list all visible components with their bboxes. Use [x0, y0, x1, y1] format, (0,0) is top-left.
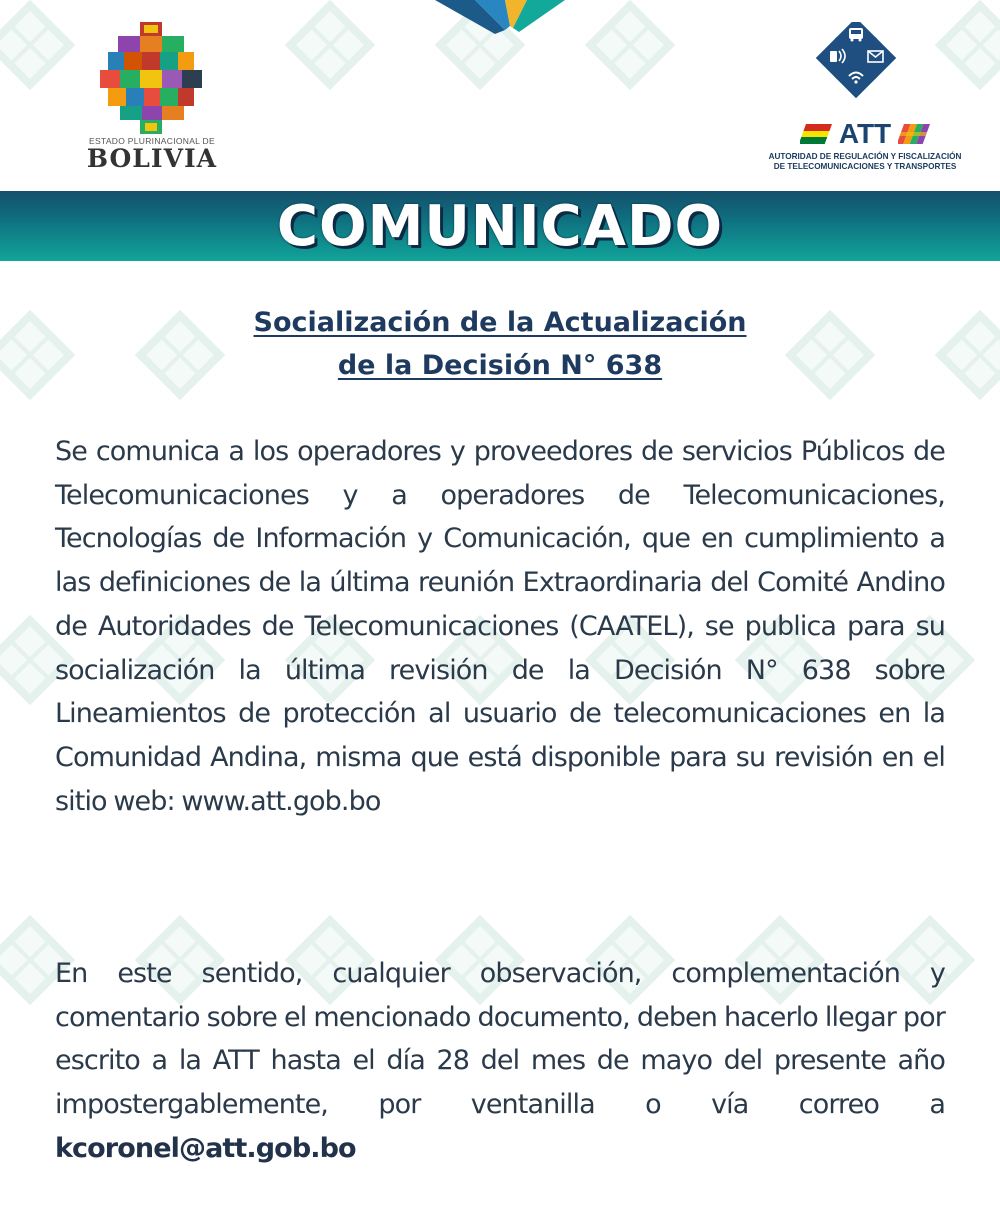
subtitle-line1: Socialización de la Actualización: [253, 307, 747, 338]
subtitle-line2: de la Decisión N° 638: [337, 350, 663, 381]
att-name-row: [800, 118, 930, 150]
att-subtitle-line1: AUTORIDAD DE REGULACIÓN Y FISCALIZACIÓN: [768, 152, 962, 161]
notice-paragraph-1: Se comunica a los operadores y proveedores de servicios Públicos de Telecomunicaciones y a operadores de Telecomunicaciones, Tecnologías de Información y Comunicación, que en cumplimiento a las definiciones de la última reunión Extraordinaria del Comité Andino de Autoridades de Telecomunicaciones (CAATEL), se publica para su socialización la última revisión de la Decisión N° 638 sobre Lineamientos de protección al usuario de telecomunicaciones en la Comunidad Andina, misma que está disponible para su revisión en el sitio web: www.att.gob.bo: [55, 436, 945, 817]
bolivia-logo-name: BOLIVIA: [86, 144, 218, 173]
bolivia-logo: [82, 22, 222, 172]
wiphala-flag-icon: [898, 124, 930, 144]
bolivia-mosaic-emblem: [100, 22, 204, 136]
att-subtitle-line2: DE TELECOMUNICACIONES Y TRANSPORTES: [773, 162, 957, 171]
att-subtitle: [760, 152, 970, 172]
notice-paragraph-2: [55, 952, 945, 1171]
notice-subtitle: [0, 301, 1000, 387]
paragraph-2-text: En este sentido, cualquier observación, complementación y comentario sobre el mencionado documento, deben hacerlo llegar por escrito a la ATT hasta el día 28 del mes de mayo del presente año impostergablemente, por ventanilla o vía correo a: [55, 958, 945, 1121]
title-banner: [0, 191, 1000, 261]
att-emblem: [808, 22, 918, 122]
contact-email: kcoronel@att.gob.bo: [55, 1132, 356, 1164]
bolivia-flag-icon: [800, 124, 832, 144]
top-stripes-decoration: [435, 0, 565, 34]
att-name: ATT: [838, 118, 892, 149]
banner-title: COMUNICADO: [276, 194, 724, 259]
att-logo: [760, 22, 970, 172]
bolivia-logo-small-text: ESTADO PLURINACIONAL DE: [89, 136, 215, 146]
